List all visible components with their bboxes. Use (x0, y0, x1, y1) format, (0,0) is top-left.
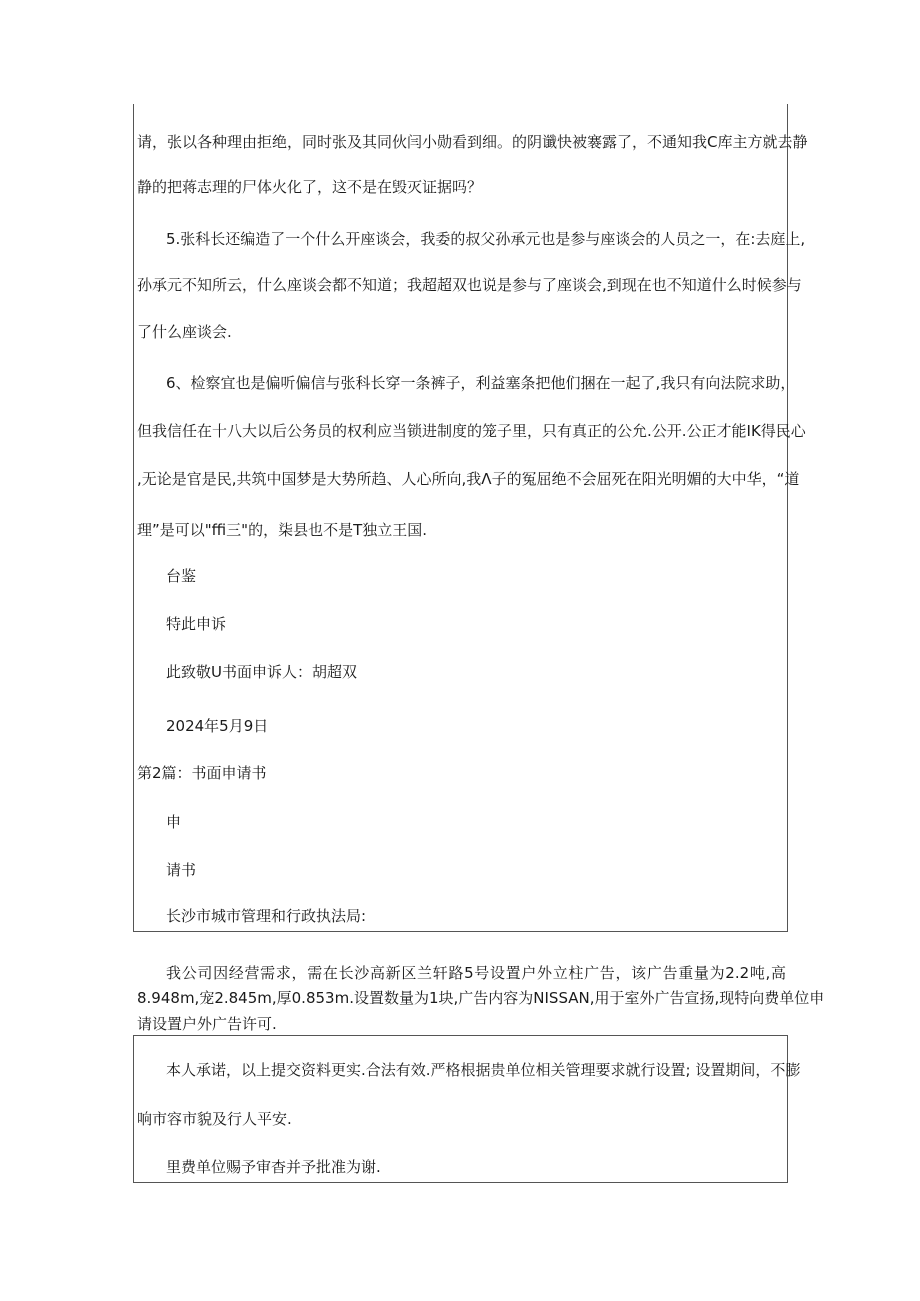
point-5-line-3: 了什么座谈会. (137, 323, 232, 341)
point-6-line-1: 6、检察宜也是偏听偏信与张科长穿一条裤子，利益塞条把他们捆在一起了,我只有向法院求助， (166, 374, 796, 392)
title-part-2: 请书 (166, 861, 197, 879)
taijian-line: 台鉴 (166, 567, 197, 585)
addressee-line: 长沙市城市管理和行政执法局: (166, 907, 367, 925)
promise-paragraph-line-2: 响市容市貌及行人平安. (137, 1110, 292, 1128)
body-paragraph-line-2: 8.948m,宠2.845m,厚0.853m.设置数量为1块,广告内容为NISSAN,用于室外广告宣扬,现特向费单位申 (137, 989, 825, 1007)
promise-paragraph-line-1: 本人承诺，以上提交资料更实.合法有效.严格根据贵单位相关管理要求就行设置; 设置期间，不膨 (166, 1061, 801, 1079)
point-6-line-2: 但我信任在十八大以后公务员的权利应当锁进制度的笼子里，只有真正的公允.公开.公正才能IK得民心 (137, 422, 806, 440)
section-heading: 第2篇：书面申请书 (137, 764, 267, 782)
point-5-line-1: 5.张科长还编造了一个什么开座谈会，我委的叔父孙承元也是参与座谈会的人员之一，在:去庭上, (166, 230, 806, 248)
intro-paragraph-line-2: 静的把蒋志理的尸体火化了，这不是在毁灭证据吗？ (137, 178, 483, 196)
body-paragraph-line-1: 我公司因经营需求，需在长沙高新区兰轩路5号设置户外立柱广告，该广告重量为2.2吨,高 (166, 964, 786, 982)
title-part-1: 申 (166, 813, 182, 831)
body-paragraph-line-3: 请设置户外广告许可. (137, 1015, 277, 1033)
closing-line: 里费单位赐予审杳并予批准为谢. (166, 1158, 381, 1176)
date-line: 2024年5月9日 (166, 717, 269, 735)
signature-line: 此致敬U书面申诉人：胡超双 (166, 663, 357, 681)
tecishensu-line: 特此申诉 (166, 615, 227, 633)
point-6-line-4: 理”是可以"ffi三"的，柒县也不是T独立王国. (137, 521, 428, 539)
point-5-line-2: 孙承元不知所云，什么座谈会都不知道；我超超双也说是参与了座谈会,到现在也不知道什么时候参与 (137, 276, 802, 294)
point-6-line-3: ,无论是官是民,共筑中国梦是大势所趋、人心所向,我Λ子的冤屈绝不会屈死在阳光明媚的大中华，“道 (137, 470, 800, 488)
intro-paragraph-line-1: 请，张以各种理由拒绝，同时张及其同伙闫小勋看到细。的阴谶快被褰露了，不通知我C库主方就去静 (137, 133, 808, 151)
